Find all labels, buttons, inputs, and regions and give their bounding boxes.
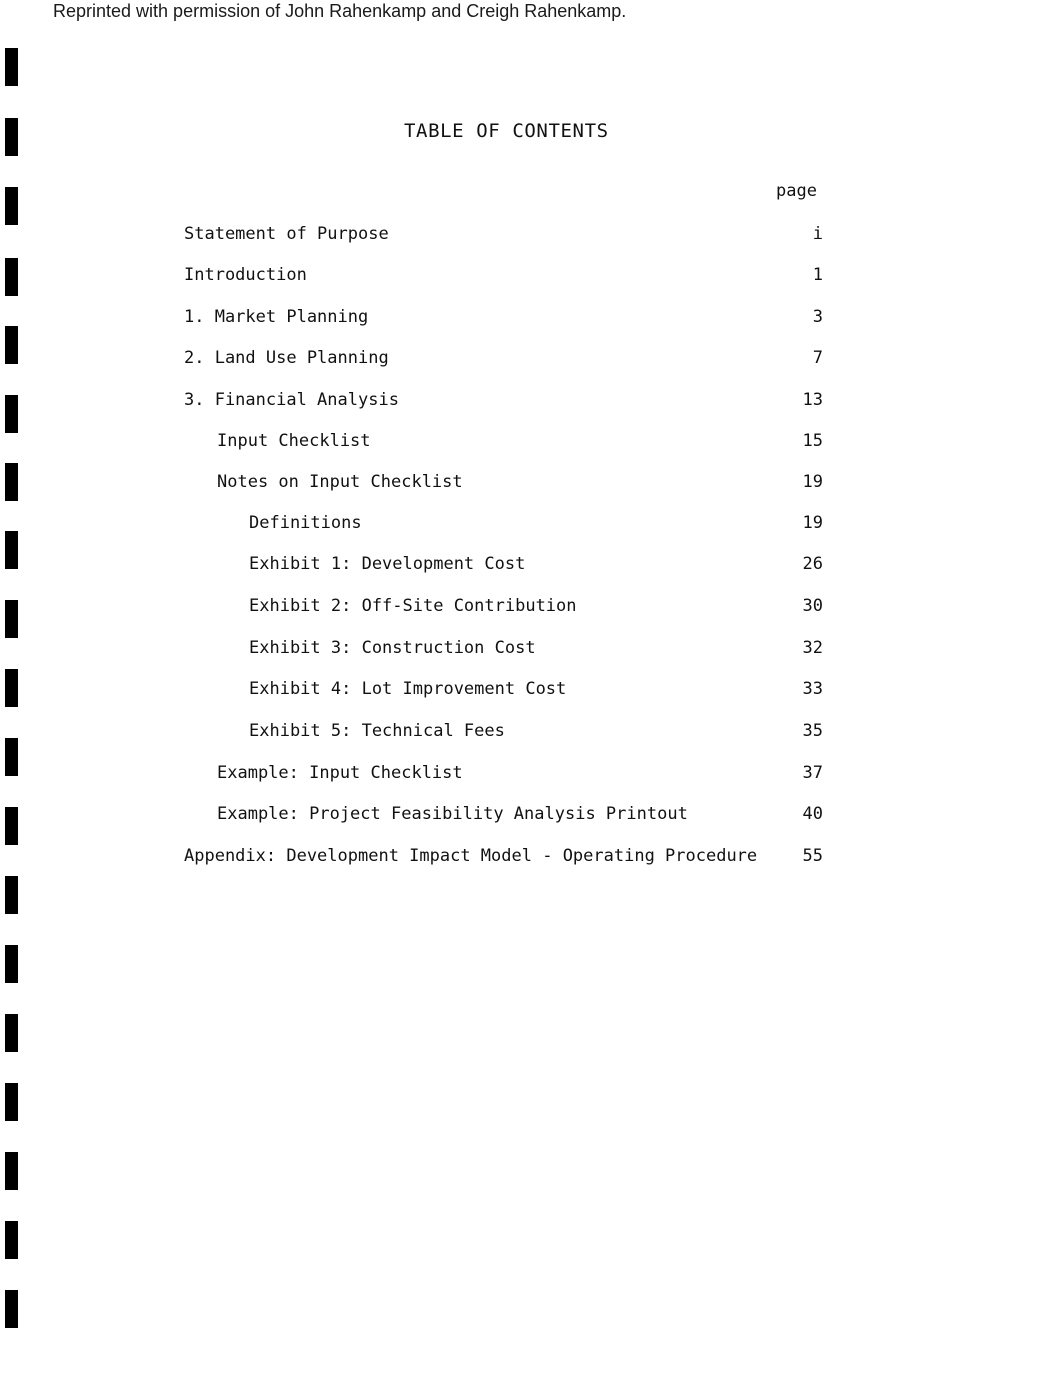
toc-entry-title: Exhibit 4: Lot Improvement Cost (249, 679, 567, 699)
binding-mark (5, 1083, 18, 1121)
toc-entry-page: 55 (802, 846, 823, 866)
toc-entry (0, 721, 1041, 745)
toc-entry-title: 2. Land Use Planning (184, 348, 389, 368)
toc-entry (0, 513, 1041, 537)
binding-mark (5, 1290, 18, 1328)
binding-mark (5, 945, 18, 983)
toc-entry-page: 40 (802, 804, 823, 824)
toc-entry-title: Example: Input Checklist (217, 763, 463, 783)
toc-entry-page: 37 (802, 763, 823, 783)
toc-entry (0, 596, 1041, 620)
binding-mark (5, 48, 18, 86)
toc-entry-title: 1. Market Planning (184, 307, 369, 327)
toc-entry-title: Exhibit 1: Development Cost (249, 554, 526, 574)
toc-entry (0, 431, 1041, 455)
toc-entry (0, 224, 1041, 248)
toc-entry (0, 348, 1041, 372)
binding-mark (5, 187, 18, 225)
toc-entry (0, 390, 1041, 414)
toc-entry-title: Exhibit 2: Off-Site Contribution (249, 596, 577, 616)
toc-entry-title: Introduction (184, 265, 307, 285)
toc-entry-page: 1 (812, 265, 823, 285)
binding-mark (5, 876, 18, 914)
toc-entry-title: Exhibit 5: Technical Fees (249, 721, 505, 741)
toc-entry-page: 19 (802, 472, 823, 492)
toc-entry (0, 763, 1041, 787)
toc-entry-title: Exhibit 3: Construction Cost (249, 638, 536, 658)
toc-entry-page: 30 (802, 596, 823, 616)
toc-entry (0, 638, 1041, 662)
toc-entry (0, 307, 1041, 331)
toc-entry-title: Input Checklist (217, 431, 371, 451)
toc-entry (0, 554, 1041, 578)
toc-entry-title: 3. Financial Analysis (184, 390, 399, 410)
toc-entry-page: 33 (802, 679, 823, 699)
page-column-header: page (776, 181, 817, 201)
toc-entry-title: Definitions (249, 513, 362, 533)
toc-entry-page: 19 (802, 513, 823, 533)
toc-entry-page: 32 (802, 638, 823, 658)
toc-entry-page: i (812, 224, 823, 244)
binding-mark (5, 1152, 18, 1190)
binding-mark (5, 118, 18, 156)
toc-entry-title: Example: Project Feasibility Analysis Printout (217, 804, 688, 824)
binding-mark (5, 1014, 18, 1052)
toc-entry (0, 679, 1041, 703)
toc-entry-page: 35 (802, 721, 823, 741)
toc-entry-title: Statement of Purpose (184, 224, 389, 244)
binding-mark (5, 1221, 18, 1259)
toc-entry-page: 26 (802, 554, 823, 574)
toc-entry-page: 3 (812, 307, 823, 327)
permission-note: Reprinted with permission of John Rahenkamp and Creigh Rahenkamp. (53, 1, 627, 21)
toc-entry-title: Appendix: Development Impact Model - Operating Procedure (184, 846, 758, 866)
toc-entry-title: Notes on Input Checklist (217, 472, 463, 492)
toc-entry (0, 472, 1041, 496)
toc-entry-page: 7 (812, 348, 823, 368)
toc-entry (0, 846, 1041, 870)
toc-title: TABLE OF CONTENTS (404, 120, 609, 142)
toc-entry-page: 15 (802, 431, 823, 451)
toc-entry (0, 804, 1041, 828)
toc-entry (0, 265, 1041, 289)
toc-entry-page: 13 (802, 390, 823, 410)
